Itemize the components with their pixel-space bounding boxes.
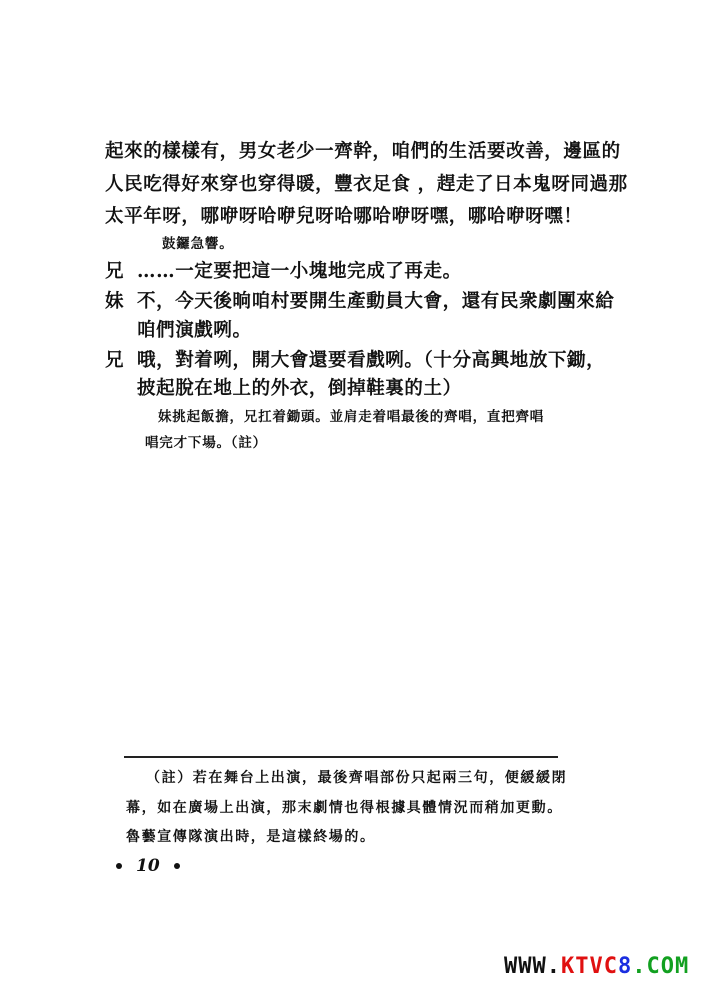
bullet-icon (174, 863, 180, 869)
site-watermark (504, 954, 689, 979)
bullet-icon (116, 863, 122, 869)
page-number-text: 10 (136, 856, 160, 876)
song-line-3: 太平年呀，哪咿呀哈咿兒呀哈哪哈咿呀嘿，哪哈咿呀嘿！ (105, 206, 583, 227)
footnote-line-3: 魯藝宣傳隊演出時，是這樣終場的。 (126, 829, 376, 845)
dialogue-line: ……一定要把這一小塊地完成了再走。 (137, 261, 462, 282)
watermark-www: WWW. (504, 954, 561, 979)
song-line-1: 起來的樣樣有，男女老少一齊幹，咱們的生活要改善，邊區的 (105, 141, 621, 162)
speaker-sister: 妹 (105, 291, 124, 312)
dialogue-line: 不，今天後晌咱村要開生產動員大會，還有民衆劇團來給 (137, 291, 615, 312)
watermark-com: .COM (632, 954, 690, 979)
dialogue-line: 哦，對着咧，開大會還要看戲咧。（十分高興地放下鋤， (137, 350, 606, 371)
watermark-8: 8 (617, 954, 633, 979)
speaker-brother: 兄 (105, 261, 124, 282)
stage-direction-exit-1: 妹挑起飯擔，兄扛着鋤頭。並肩走着唱最後的齊唱，直把齊唱 (158, 409, 545, 425)
footnote-divider (124, 756, 558, 758)
song-line-2: 人民吃得好來穿也穿得暖，豐衣足食 ，趕走了日本鬼呀同過那 (105, 174, 628, 195)
stage-direction-exit-2: 唱完才下場。（註） (145, 435, 267, 451)
page-number (116, 856, 180, 876)
watermark-ktvc: KTVC (560, 954, 618, 979)
dialogue-line: 披起脫在地上的外衣，倒掉鞋裏的土） (137, 378, 462, 399)
stage-direction-drums: 鼓鑼急響。 (162, 236, 234, 252)
dialogue-line: 咱們演戲咧。 (137, 320, 252, 341)
footnote-line-1: （註）若在舞台上出演，最後齊唱部份只起兩三句，便緩緩閉 (146, 770, 568, 786)
footnote-line-2: 幕，如在廣場上出演，那末劇情也得根據具體情況而稍加更動。 (126, 800, 563, 816)
speaker-brother: 兄 (105, 350, 124, 371)
